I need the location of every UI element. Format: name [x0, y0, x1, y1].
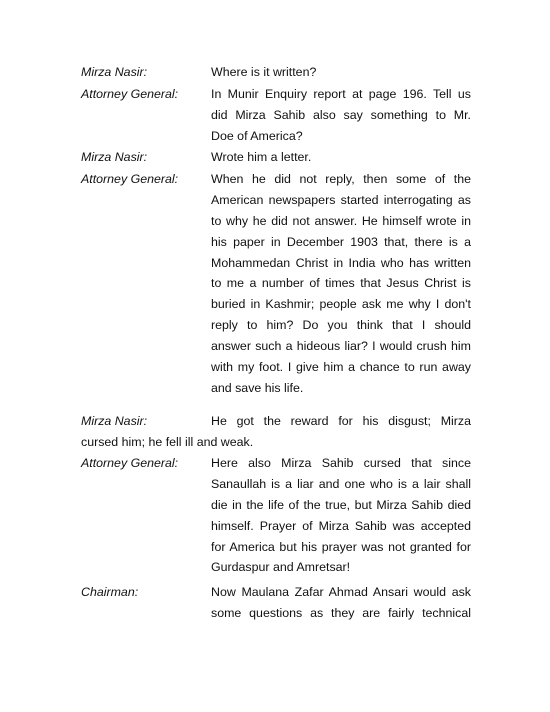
speech-line: Here also Mirza Sahib cursed that since — [211, 456, 471, 470]
speech-line: Wrote him a letter. — [211, 150, 312, 164]
speech-line: some questions as they are fairly technical — [211, 605, 471, 620]
speech-text — [211, 84, 471, 147]
speaker-label: Chairman: — [81, 585, 139, 599]
speech-text — [211, 147, 471, 168]
dialogue-entry — [81, 169, 471, 399]
speech-line: die in the life of the true, but Mirza Sahib died — [211, 497, 471, 512]
speech-line: with my foot. I give him a chance to run away — [211, 360, 471, 375]
speech-line: American newspapers started interrogating as — [211, 192, 471, 207]
speech-line: In Munir Enquiry report at page 196. Tell us — [211, 87, 471, 101]
dialogue-entry — [81, 62, 471, 83]
speech-line: When he did not reply, then some of the — [211, 172, 471, 186]
dialogue-entry — [81, 411, 471, 453]
speaker-label: Attorney General: — [81, 87, 179, 101]
speaker-label: Attorney General: — [81, 172, 179, 186]
speech-line: Sanaullah is a liar and one who is a lair shall — [211, 476, 471, 491]
speech-line: He got the reward for his disgust; Mirza — [211, 414, 471, 428]
speech-line: did Mirza Sahib also say something to Mr. — [211, 107, 471, 122]
speech-text — [211, 62, 471, 83]
speech-line: reply to him? Do you think that I should — [211, 318, 471, 333]
speech-line: to me a number of times that Jesus Christ is — [211, 276, 471, 291]
speech-line: himself. Prayer of Mirza Sahib was accepted — [211, 518, 471, 533]
dialogue-entry — [81, 147, 471, 168]
speech-line: Where is it written? — [211, 65, 317, 79]
dialogue-entry — [81, 453, 471, 578]
speech-line: answer such a hideous liar? I would crush him — [211, 339, 471, 354]
speech-text — [211, 453, 471, 578]
speech-line: his paper in December 1903 that, there is a — [211, 234, 471, 249]
speech-line: and save his life. — [211, 380, 304, 395]
speech-line: Mohammedan Christ in India who has written — [211, 255, 471, 270]
speech-line: Doe of America? — [211, 128, 303, 143]
speech-line: Now Maulana Zafar Ahmad Ansari would ask — [211, 585, 471, 599]
speech-line-continued: cursed him; he fell ill and weak. — [81, 434, 254, 449]
speech-line: Gurdaspur and Amretsar! — [211, 560, 351, 575]
speaker-label: Attorney General: — [81, 456, 179, 470]
dialogue-entry — [81, 84, 471, 147]
speech-text — [211, 582, 471, 624]
speech-line: to why he did not answer. He himself wrote in — [211, 213, 471, 228]
speaker-label: Mirza Nasir: — [81, 414, 148, 428]
speaker-label: Mirza Nasir: — [81, 65, 148, 79]
speech-line: buried in Kashmir; people ask me why I don't — [211, 297, 471, 312]
speech-line: for America but his prayer was not granted for — [211, 539, 471, 554]
speech-text — [211, 169, 471, 399]
dialogue-entry — [81, 582, 471, 624]
speaker-label: Mirza Nasir: — [81, 150, 148, 164]
speech-text — [211, 411, 471, 432]
